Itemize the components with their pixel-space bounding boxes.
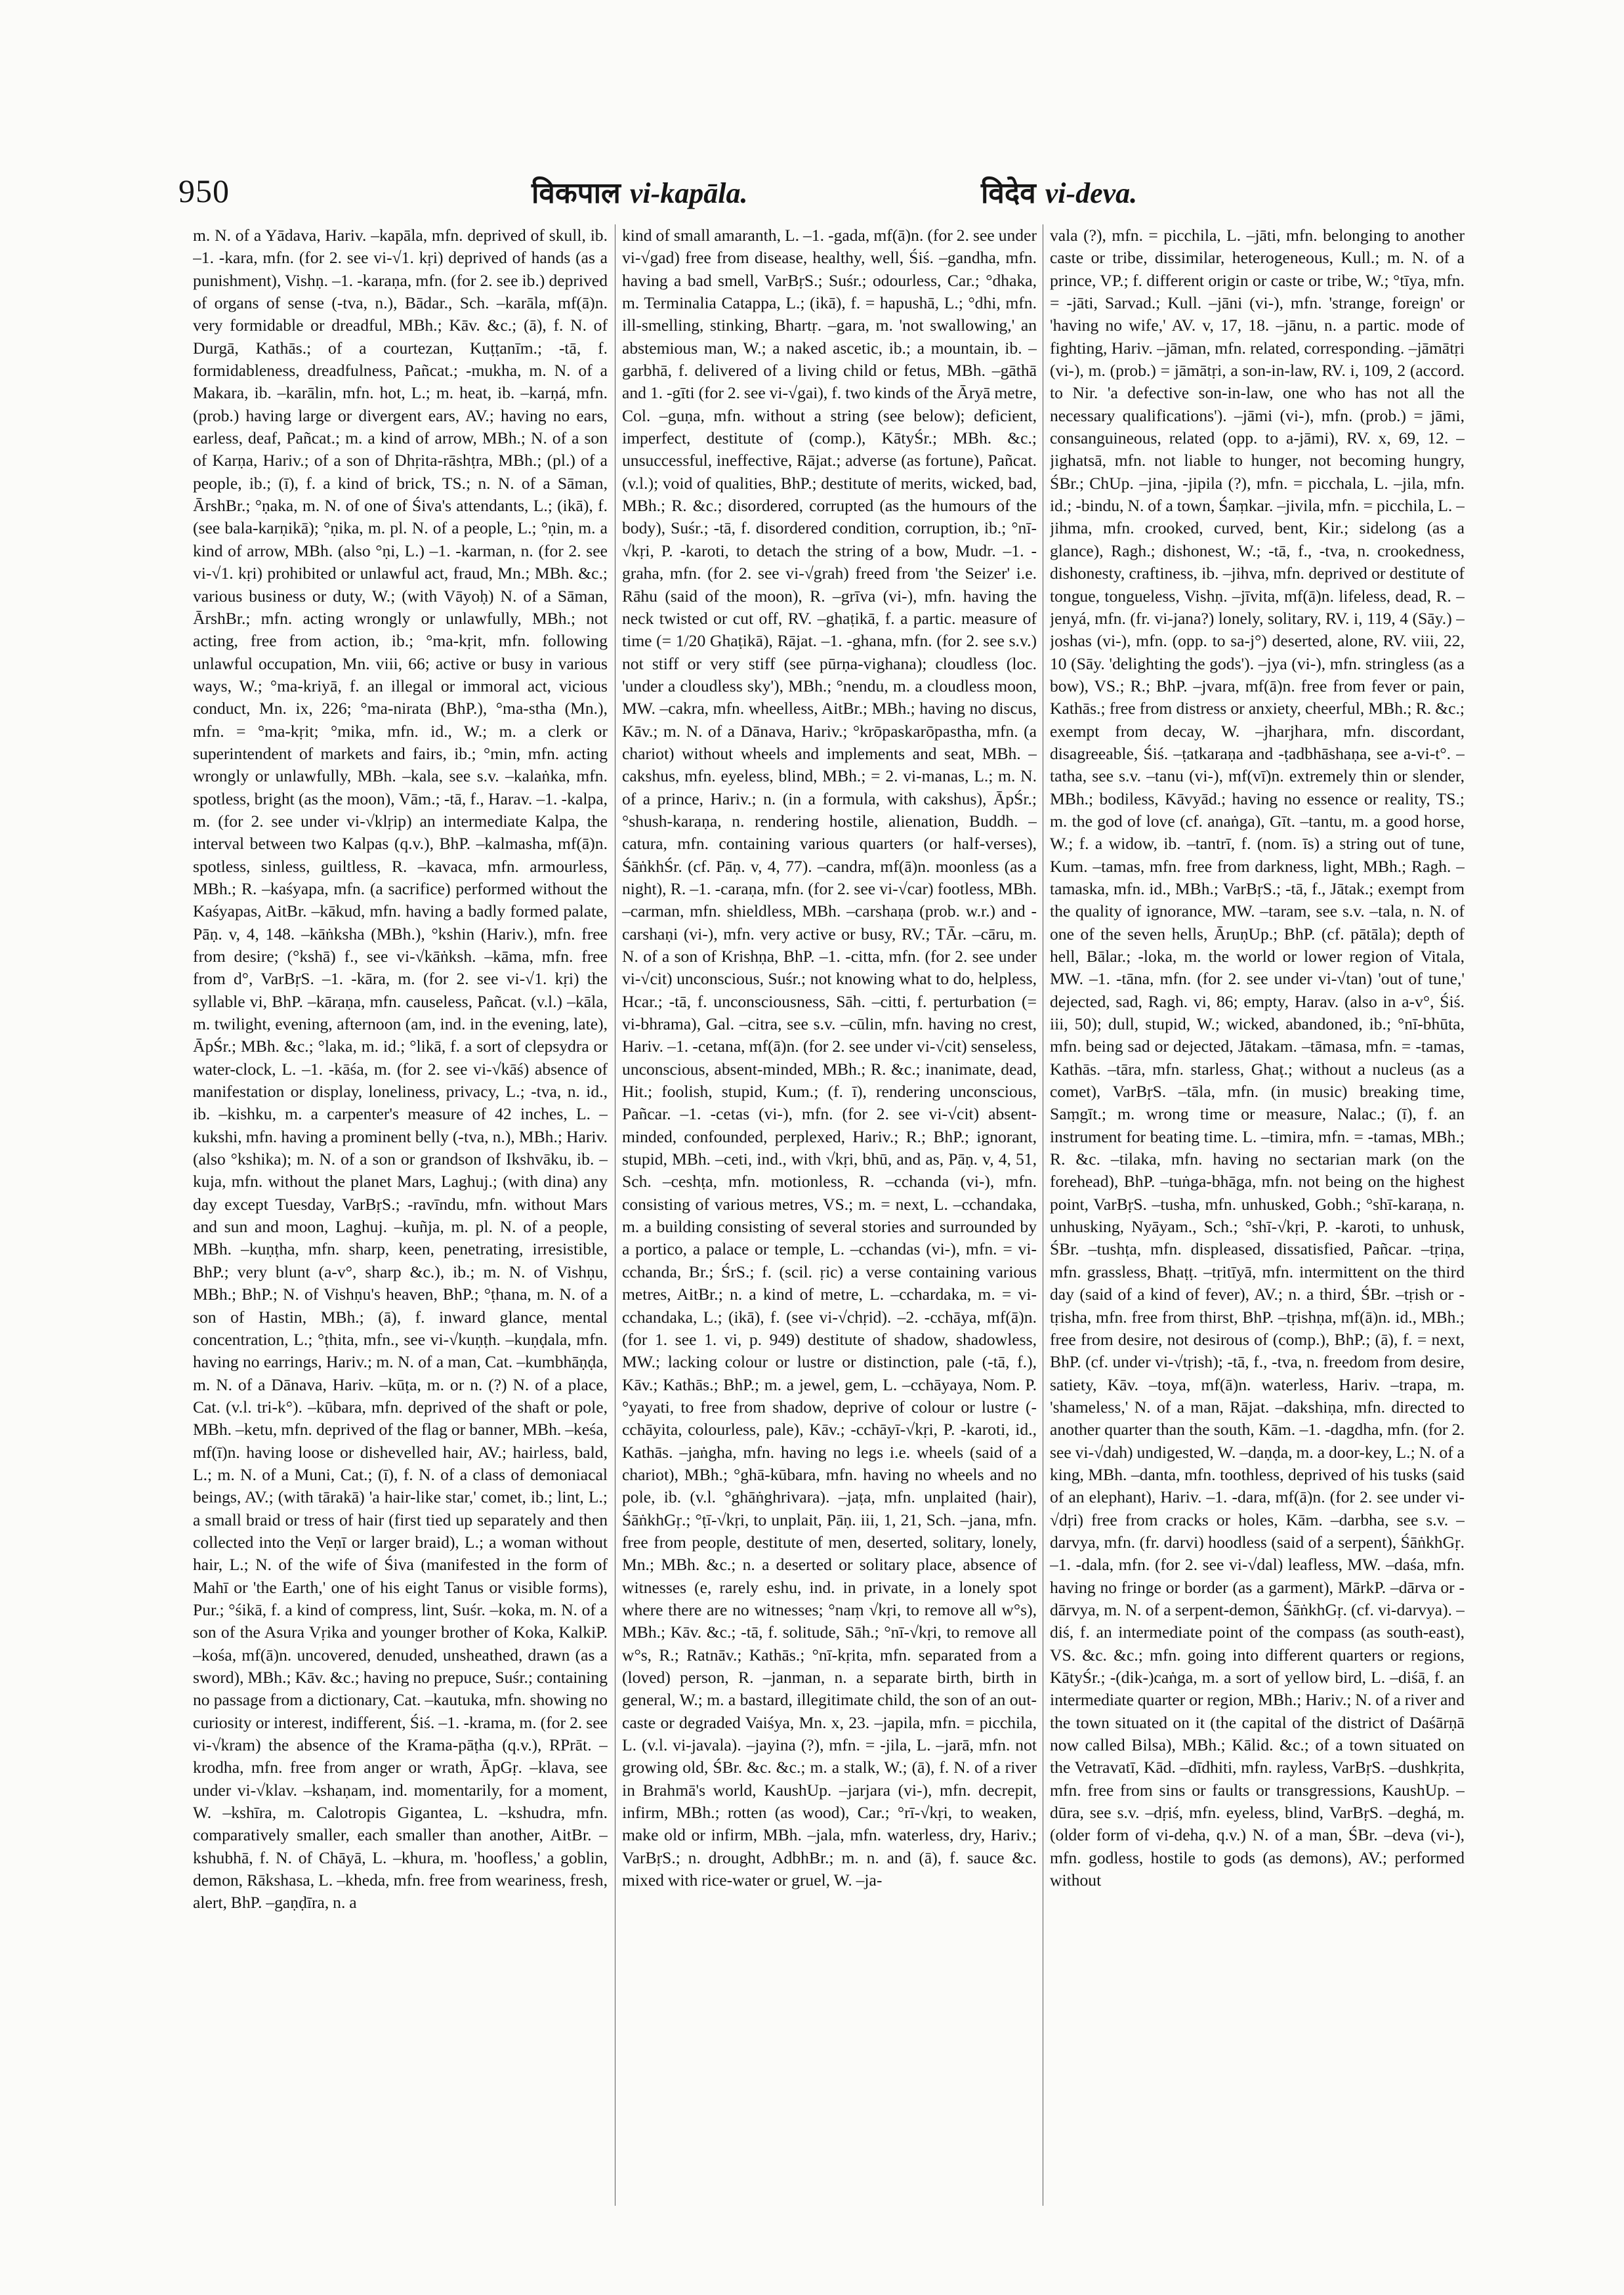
page-number: 950 [178,173,230,209]
left-running-head [531,172,748,211]
left-head-devanagari: विकपाल [531,176,621,210]
column-2 [622,224,1037,2212]
right-running-head [981,172,1137,211]
column-3 [1050,224,1465,2212]
right-head-translit: vi-deva. [1045,177,1138,209]
column-3-text: vala (?), mfn. = picchila, L. –jāti, mfn. belonging to another caste or tribe, dissimilar, heterogeneous, Kull.; m. N. of a prince, VP.; f. different origin or caste or tribe, W.; °tīya, mfn. = -jāti, Sarvad.; Kull. –jāni (vi-), mfn. 'strange, foreign' or 'having no wife,' AV. v, 17, 18. –jānu, n. a partic. mode of fighting, Hariv. –jāman, mfn. related, corresponding. –jāmātṛi (vi-), m. (prob.) = jāmātṛi, a son-in-law, RV. i, 109, 2 (accord. to Nir. 'a defective son-in-law, one who has not all the necessary qualifications'). –jāmi (vi-), mfn. (prob.) = jāmi, consanguineous, related (opp. to a-jāmi), RV. x, 69, 12. –jighatsā, mfn. not liable to hunger, not becoming hungry, ŚBr.; ChUp. –jina, -jipila (?), mfn. = picchala, L. –jila, mfn. id.; -bindu, N. of a town, Śaṃkar. –jivila, mfn. = picchila, L. –jihma, mfn. crooked, curved, bent, Kir.; sidelong (as a glance), Ragh.; dishonest, W.; -tā, f., -tva, n. crookedness, dishonesty, craftiness, ib. –jihva, mfn. deprived or destitute of tongue, tongueless, Vishṇ. –jīvita, mf(ā)n. lifeless, dead, R. –jenyá, mfn. (fr. vi-jana?) lonely, solitary, RV. i, 119, 4 (Sāy.) –joshas (vi-), mfn. (opp. to sa-j°) deserted, alone, RV. viii, 22, 10 (Sāy. 'delighting the gods'). –jya (vi-), mfn. stringless (as a bow), VS.; R.; BhP. –jvara, mf(ā)n. free from fever or pain, Kathās.; free from distress or anxiety, cheerful, MBh.; R. &c.; exempt from decay, W. –jharjhara, mfn. discordant, disagreeable, Śiś. –ṭatkaraṇa and -ṭadbhāshaṇa, see a-vi-t°. –tatha, see s.v. –tanu (vi-), mf(vī)n. extremely thin or slender, MBh.; bodiless, Kāvyād.; having no essence or reality, TS.; m. the god of love (cf. anaṅga), Gīt. –tantu, m. a good horse, W.; f. a widow, ib. –tantrī, f. (nom. īs) a string out of tune, Kum. –tamas, mfn. free from darkness, light, MBh.; Ragh. –tamaska, mfn. id., MBh.; VarBṛS.; -tā, f., Jātak.; exempt from the quality of ignorance, MW. –taram, see s.v. –tala, n. N. of one of the seven hells, ĀruṇUp.; BhP. (cf. pātāla); depth of hell, Bālar.; -loka, m. the world or lower region of Vitala, MW. –1. -tāna, mfn. (for 2. see under vi-√tan) 'out of tune,' dejected, sad, Ragh. vi, 86; empty, Harav. (also in a-v°, Śiś. iii, 50); dull, stupid, W.; wicked, abandoned, ib.; °nī-bhūta, mfn. being sad or dejected, Jātakam. –tāmasa, mfn. = -tamas, Kathās. –tāra, mfn. starless, Ghaṭ.; without a nucleus (as a comet), VarBṛS. –tāla, mfn. (in music) breaking time, Saṃgīt.; m. wrong time or measure, Nalac.; (ī), f. an instrument for beating time. L. –timira, mfn. = -tamas, MBh.; R. &c. –tilaka, mfn. having no sectarian mark (on the forehead), BhP. –tuṅga-bhāga, mfn. not being on the highest point, VarBṛS. –tusha, mfn. unhusked, Gobh.; °shī-karaṇa, n. unhusking, Nyāyam., Sch.; °shī-√kṛi, P. -karoti, to unhusk, ŚBr. –tushṭa, mfn. displeased, dissatisfied, Pañcar. –tṛiṇa, mfn. grassless, Bhaṭṭ. –tṛitīyā, mfn. intermittent on the third day (said of a kind of fever), AV.; n. a third, ŚBr. –tṛish or -tṛisha, mfn. free from thirst, BhP. –tṛishṇa, mf(ā)n. id., MBh.; free from desire, not desirous of (comp.), BhP.; (ā), f. = next, BhP. (cf. under vi-√tṛish); -tā, f., -tva, n. freedom from desire, satiety, Kāv. –toya, mf(ā)n. waterless, Hariv. –trapa, m. 'shameless,' N. of a man, Rājat. –dakshiṇa, mfn. directed to another quarter than the south, Kām. –1. -dagdha, mfn. (for 2. see vi-√dah) undigested, W. –daṇḍa, m. a door-key, L.; N. of a king, MBh. –danta, mfn. toothless, deprived of his tusks (said of an elephant), Hariv. –1. -dara, mf(ā)n. (for 2. see under vi-√dṛi) free from cracks or holes, Kām. –darbha, see s.v. –darvya, mfn. (fr. darvi) hoodless (said of a serpent), ŚāṅkhGṛ. –1. -dala, mfn. (for 2. see vi-√dal) leafless, MW. –daśa, mfn. having no fringe or border (as a garment), MārkP. –dārva or -dārvya, m. N. of a serpent-demon, ŚāṅkhGṛ. (cf. vi-darvya). –diś, f. an intermediate point of the compass (as south-east), VS. &c. &c.; mfn. going into different quarters or regions, KātyŚr.; -(dik-)caṅga, m. a sort of yellow bird, L. –diśā, f. an intermediate quarter or region, MBh.; Hariv.; N. of a river and the town situated on it (the capital of the district of Daśārṇā now called Bilsa), MBh.; Kālid. &c.; of a town situated on the Vetravatī, Kād. –dīdhiti, mfn. rayless, VarBṛS. –dushkṛita, mfn. free from sins or faults or transgressions, KaushUp. –dūra, see s.v. –dṛiś, mfn. eyeless, blind, VarBṛS. –deghá, m. (older form of vi-deha, q.v.) N. of a man, ŚBr. –deva (vi-), mfn. godless, hostile to gods (as demons), AV.; performed without [1050,226,1465,1890]
left-head-translit: vi-kapāla. [629,177,748,209]
right-head-devanagari: विदेव [981,176,1036,210]
running-header [0,172,1624,218]
column-1-text: m. N. of a Yādava, Hariv. –kapāla, mfn. deprived of skull, ib. –1. -kara, mfn. (for 2. see vi-√1. kṛi) deprived of hands (as a punishment), Vishṇ. –1. -karaṇa, mfn. (for 2. see ib.) deprived of organs of sense (-tva, n.), Bādar., Sch. –karāla, mf(ā)n. very formidable or dreadful, MBh.; Kāv. &c.; (ā), f. N. of Durgā, Kathās.; of a courtezan, Kuṭṭanīm.; -tā, f. formidableness, dreadfulness, Pañcat.; -mukha, m. N. of a Makara, ib. –karālin, mfn. hot, L.; m. heat, ib. –karṇá, mfn. (prob.) having large or divergent ears, AV.; having no ears, earless, deaf, Pañcat.; m. a kind of arrow, MBh.; N. of a son of Karṇa, Hariv.; of a son of Dhṛita-rāshṭra, MBh.; (pl.) of a people, ib.; (ī), f. a kind of brick, TS.; n. N. of a Sāman, ĀrshBr.; °ṇaka, m. N. of one of Śiva's attendants, L.; (ikā), f. (see bala-karṇikā); °ṇika, m. pl. N. of a people, L.; °ṇin, m. a kind of arrow, MBh. (also °ṇi, L.) –1. -karman, n. (for 2. see vi-√1. kṛi) prohibited or unlawful act, fraud, Mn.; MBh. &c.; various business or duty, W.; (with Vāyoḥ) N. of a Sāman, ĀrshBr.; mfn. acting wrongly or unlawfully, MBh.; not acting, free from action, ib.; °ma-kṛit, mfn. following unlawful occupation, Mn. viii, 66; active or busy in various ways, W.; °ma-kriyā, f. an illegal or immoral act, vicious conduct, Mn. ix, 226; °ma-nirata (BhP.), °ma-stha (Mn.), mfn. = °ma-kṛit; °mika, mfn. id., W.; m. a clerk or superintendent of markets and fairs, ib.; °min, mfn. acting wrongly or unlawfully, MBh. –kala, see s.v. –kalaṅka, mfn. spotless, bright (as the moon), Vām.; -tā, f., Harav. –1. -kalpa, m. (for 2. see under vi-√klṛip) an intermediate Kalpa, the interval between two Kalpas (q.v.), BhP. –kalmasha, mf(ā)n. spotless, sinless, guiltless, R. –kavaca, mfn. armourless, MBh.; R. –kaśyapa, mfn. (a sacrifice) performed without the Kaśyapas, AitBr. –kākud, mfn. having a badly formed palate, Pāṇ. v, 4, 148. –kāṅksha (MBh.), °kshin (Hariv.), mfn. free from desire; (°kshā) f., see vi-√kāṅksh. –kāma, mfn. free from d°, VarBṛS. –1. -kāra, m. (for 2. see vi-√1. kṛi) the syllable vi, BhP. –kāraṇa, mfn. causeless, Pañcat. (v.l.) –kāla, m. twilight, evening, afternoon (am, ind. in the evening, late), ĀpŚr.; MBh. &c.; °laka, m. id.; °likā, f. a sort of clepsydra or water-clock, L. –1. -kāśa, m. (for 2. see vi-√kāś) absence of manifestation or display, loneliness, privacy, L.; -tva, n. id., ib. –kishku, m. a carpenter's measure of 42 inches, L. –kukshi, mfn. having a prominent belly (-tva, n.), MBh.; Hariv. (also °kshika); m. N. of a son or grandson of Ikshvāku, ib. –kuja, mfn. without the planet Mars, Laghuj.; (with dina) any day except Tuesday, VarBṛS.; -ravīndu, mfn. without Mars and sun and moon, Laghuj. –kuñja, m. pl. N. of a people, MBh. –kuṇṭha, mfn. sharp, keen, penetrating, irresistible, BhP.; very blunt (a-v°, sharp &c.), ib.; m. N. of Vishṇu, MBh.; BhP.; N. of Vishṇu's heaven, BhP.; °ṭhana, m. N. of a son of Hastin, MBh.; (ā), f. inward glance, mental concentration, L.; °ṭhita, mfn., see vi-√kuṇṭh. –kuṇḍala, mfn. having no earrings, Hariv.; m. N. of a man, Cat. –kumbhāṇḍa, m. N. of a Dānava, Hariv. –kūṭa, m. or n. (?) N. of a place, Cat. (v.l. tri-k°). –kūbara, mfn. deprived of the shaft or pole, MBh. –ketu, mfn. deprived of the flag or banner, MBh. –keśa, mf(ī)n. having loose or dishevelled hair, AV.; hairless, bald, L.; m. N. of a Muni, Cat.; (ī), f. N. of a class of demoniacal beings, AV.; (with tārakā) 'a hair-like star,' comet, ib.; lint, L.; a small braid or tress of hair (first tied up separately and then collected into the Veṇī or larger braid), L.; a woman without hair, L.; N. of the wife of Śiva (manifested in the form of Mahī or 'the Earth,' one of his eight Tanus or visible forms), Pur.; °śikā, f. a kind of compress, lint, Suśr. –koka, m. N. of a son of the Asura Vṛika and younger brother of Koka, KalkiP. –kośa, mf(ā)n. uncovered, denuded, unsheathed, drawn (as a sword), MBh.; Kāv. &c.; having no prepuce, Suśr.; containing no passage from a dictionary, Cat. –kautuka, mfn. showing no curiosity or interest, indifferent, Śiś. –1. -krama, m. (for 2. see vi-√kram) the absence of the Krama-pāṭha (q.v.), RPrāt. –krodha, mfn. free from anger or wrath, ĀpGṛ. –klava, see under vi-√klav. –kshaṇam, ind. momentarily, for a moment, W. –kshīra, m. Calotropis Gigantea, L. –kshudra, mfn. comparatively smaller, each smaller than another, AitBr. –kshubhā, f. N. of Chāyā, L. –khura, m. 'hoofless,' a goblin, demon, Rākshasa, L. –kheda, mfn. free from weariness, fresh, alert, BhP. –gaṇḍīra, n. a [193,226,608,1912]
column-1 [193,224,608,2212]
column-2-text: kind of small amaranth, L. –1. -gada, mf(ā)n. (for 2. see under vi-√gad) free from disease, healthy, well, Śiś. –gandha, mfn. having a bad smell, VarBṛS.; Suśr.; odourless, Car.; °dhaka, m. Terminalia Catappa, L.; (ikā), f. = hapushā, L.; °dhi, mfn. ill-smelling, stinking, Bhartṛ. –gara, m. 'not swallowing,' an abstemious man, W.; a naked ascetic, ib.; a mountain, ib. –garbhā, f. delivered of a living child or fetus, MBh. –gāthā and 1. -gīti (for 2. see vi-√gai), f. two kinds of the Āryā metre, Col. –guṇa, mfn. without a string (see below); deficient, imperfect, destitute of (comp.), KātyŚr.; MBh. &c.; unsuccessful, ineffective, Rājat.; adverse (as fortune), Pañcat. (v.l.); void of qualities, BhP.; destitute of merits, wicked, bad, MBh.; R. &c.; disordered, corrupted (as the humours of the body), Suśr.; -tā, f. disordered condition, corruption, ib.; °nī-√kṛi, P. -karoti, to detach the string of a bow, Mudr. –1. -graha, mfn. (for 2. see vi-√grah) freed from 'the Seizer' i.e. Rāhu (said of the moon), R. –grīva (vi-), mfn. having the neck twisted or cut off, RV. –ghaṭikā, f. a partic. measure of time (= 1/20 Ghaṭikā), Rājat. –1. -ghana, mfn. (for 2. see s.v.) not stiff or very stiff (see pūrṇa-vighana); cloudless (loc. 'under a cloudless sky'), MBh.; °nendu, m. a cloudless moon, MW. –cakra, mfn. wheelless, AitBr.; MBh.; having no discus, Kāv.; m. N. of a Dānava, Hariv.; °krōpaskarōpastha, mfn. (a chariot) without wheels and implements and seat, MBh. –cakshus, mfn. eyeless, blind, MBh.; = 2. vi-manas, L.; m. N. of a prince, Hariv.; n. (in a formula, with cakshus), ĀpŚr.; °shush-karaṇa, n. rendering hostile, alienation, Buddh. –catura, mfn. containing various quarters (or half-verses), ŚāṅkhŚr. (cf. Pāṇ. v, 4, 77). –candra, mf(ā)n. moonless (as a night), R. –1. -caraṇa, mfn. (for 2. see vi-√car) footless, MBh. –carman, mfn. shieldless, MBh. –carshaṇa (prob. w.r.) and -carshaṇi (vi-), mfn. very active or busy, RV.; TĀr. –cāru, m. N. of a son of Krishṇa, BhP. –1. -citta, mfn. (for 2. see under vi-√cit) unconscious, Suśr.; not knowing what to do, helpless, Hcar.; -tā, f. unconsciousness, Sāh. –citti, f. perturbation (= vi-bhrama), Gal. –citra, see s.v. –cūlin, mfn. having no crest, Hariv. –1. -cetana, mf(ā)n. (for 2. see under vi-√cit) senseless, unconscious, absent-minded, MBh.; R. &c.; inanimate, dead, Hit.; foolish, stupid, Kum.; (f. ī), rendering unconscious, Pañcar. –1. -cetas (vi-), mfn. (for 2. see vi-√cit) absent-minded, confounded, perplexed, Hariv.; R.; BhP.; ignorant, stupid, MBh. –ceti, ind., with √kṛi, bhū, and as, Pāṇ. v, 4, 51, Sch. –ceshṭa, mfn. motionless, R. –cchanda (vi-), mfn. consisting of various metres, VS.; m. = next, L. –cchandaka, m. a building consisting of several stories and surrounded by a portico, a palace or temple, L. –cchandas (vi-), mfn. = vi-cchanda, Br.; ŚrS.; f. (scil. ṛic) a verse containing various metres, AitBr.; n. a kind of metre, L. –cchardaka, m. = vi-cchandaka, L.; (ikā), f. (see vi-√chṛid). –2. -cchāya, mf(ā)n. (for 1. see 1. vi, p. 949) destitute of shadow, shadowless, MW.; lacking colour or lustre or distinction, pale (-tā, f.), Kāv.; Kathās.; BhP.; m. a jewel, gem, L. –cchāyaya, Nom. P. °yayati, to free from shadow, deprive of colour or lustre (-cchāyita, colourless, pale), Kāv.; -cchāyī-√kṛi, P. -karoti, id., Kathās. –jaṅgha, mfn. having no legs i.e. wheels (said of a chariot), MBh.; °ghā-kūbara, mfn. having no wheels and no pole, ib. (v.l. °ghāṅghrivara). –jaṭa, mfn. unplaited (hair), ŚāṅkhGṛ.; °ṭī-√kṛi, to unplait, Pāṇ. iii, 1, 21, Sch. –jana, mfn. free from people, destitute of men, deserted, solitary, lonely, Mn.; MBh. &c.; n. a deserted or solitary place, absence of witnesses (e, rarely eshu, ind. in private, in a lonely spot where there are no witnesses; °naṃ √kṛi, to remove all w°s), MBh.; Kāv. &c.; -tā, f. solitude, Sāh.; °nī-√kṛi, to remove all w°s, R.; Ratnāv.; Kathās.; °nī-kṛita, mfn. separated from a (loved) person, R. –janman, n. a separate birth, birth in general, W.; m. a bastard, illegitimate child, the son of an out-caste or degraded Vaiśya, Mn. x, 23. –japila, mfn. = picchila, L. (v.l. vi-javala). –jayina (?), mfn. = -jila, L. –jarā, mfn. not growing old, ŚBr. &c. &c.; m. a stalk, W.; (ā), f. N. of a river in Brahmā's world, KaushUp. –jarjara (vi-), mfn. decrepit, infirm, MBh.; rotten (as wood), Car.; °rī-√kṛi, to weaken, make old or infirm, MBh. –jala, mfn. waterless, dry, Hariv.; VarBṛS.; n. drought, AdbhBr.; m. n. and (ā), f. sauce &c. mixed with rice-water or gruel, W. –ja- [622,226,1037,1890]
